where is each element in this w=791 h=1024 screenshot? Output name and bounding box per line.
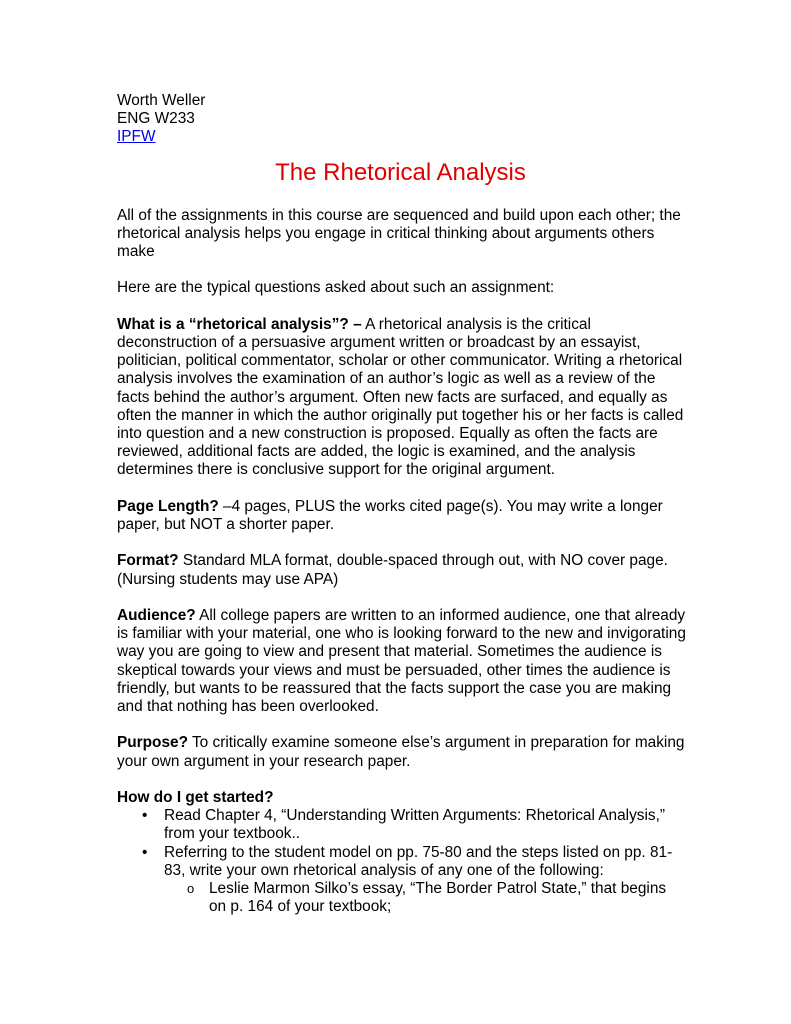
- school-link[interactable]: IPFW: [117, 128, 156, 146]
- list-item: • Referring to the student model on pp. 75-80 and the steps listed on pp. 81-83, write your own rhetorical analysis of any one of the following:: [117, 844, 687, 880]
- section-question: Format?: [117, 552, 179, 570]
- section-purpose: [117, 734, 687, 770]
- section-question: Purpose?: [117, 734, 188, 752]
- section-page-length: [117, 498, 687, 534]
- section-answer: –4 pages, PLUS the works cited page(s). You may write a longer paper, but NOT a shorter paper.: [117, 497, 663, 534]
- section-answer: Standard MLA format, double-spaced through out, with NO cover page. (Nursing students may use APA): [117, 552, 668, 588]
- typical-questions-line: Here are the typical questions asked about such an assignment:: [117, 279, 555, 297]
- course-code: ENG W233: [117, 110, 195, 128]
- section-answer: A rhetorical analysis is the critical deconstruction of a persuasive argument written or broadcast by an essayist, politician, political commentator, scholar or other communicator. Writing a rhetorical analysis involves the examination of an author’s logic as well as a review of the facts behind the author’s argument. Often new facts are surfaced, and equally as often the manner in which the author originally put together his or her facts is called into question and a new construction is proposed. Equally as often the facts are reviewed, additional facts are added, the logic is examined, and the analysis determines there is conclusive support for the original argument.: [117, 315, 684, 479]
- section-question: Audience?: [117, 607, 196, 624]
- get-started-heading: How do I get started?: [117, 789, 274, 806]
- get-started-list: [117, 807, 687, 916]
- list-item: • Read Chapter 4, “Understanding Written Arguments: Rhetorical Analysis,” from your textbook..: [117, 807, 687, 843]
- section-audience: [117, 607, 687, 716]
- document-body: [117, 92, 687, 916]
- section-question: What is a “rhetorical analysis”? –: [117, 315, 362, 333]
- section-what-is: [117, 316, 687, 480]
- section-question: Page Length?: [117, 497, 219, 515]
- section-format: [117, 552, 687, 588]
- author-name: Worth Weller: [117, 92, 206, 109]
- section-answer: All college papers are written to an informed audience, one that already is familiar with your material, one who is looking forward to the new and invigorating way you are going to view and present that material. Sometimes the audience is skeptical towards your views and must be persuaded, other times the audience is friendly, but wants to be reassured that the facts support the case you are making and that nothing has been overlooked.: [117, 607, 686, 716]
- section-answer: To critically examine someone else’s argument in preparation for making your own argument in your research paper.: [117, 734, 685, 770]
- intro-paragraph: All of the assignments in this course are sequenced and build upon each other; the rhetorical analysis helps you engage in critical thinking about arguments others make: [117, 206, 681, 261]
- document-title: The Rhetorical Analysis: [275, 158, 526, 186]
- sub-list-item: o Leslie Marmon Silko’s essay, “The Border Patrol State,” that begins on p. 164 of your textbook;: [117, 880, 687, 916]
